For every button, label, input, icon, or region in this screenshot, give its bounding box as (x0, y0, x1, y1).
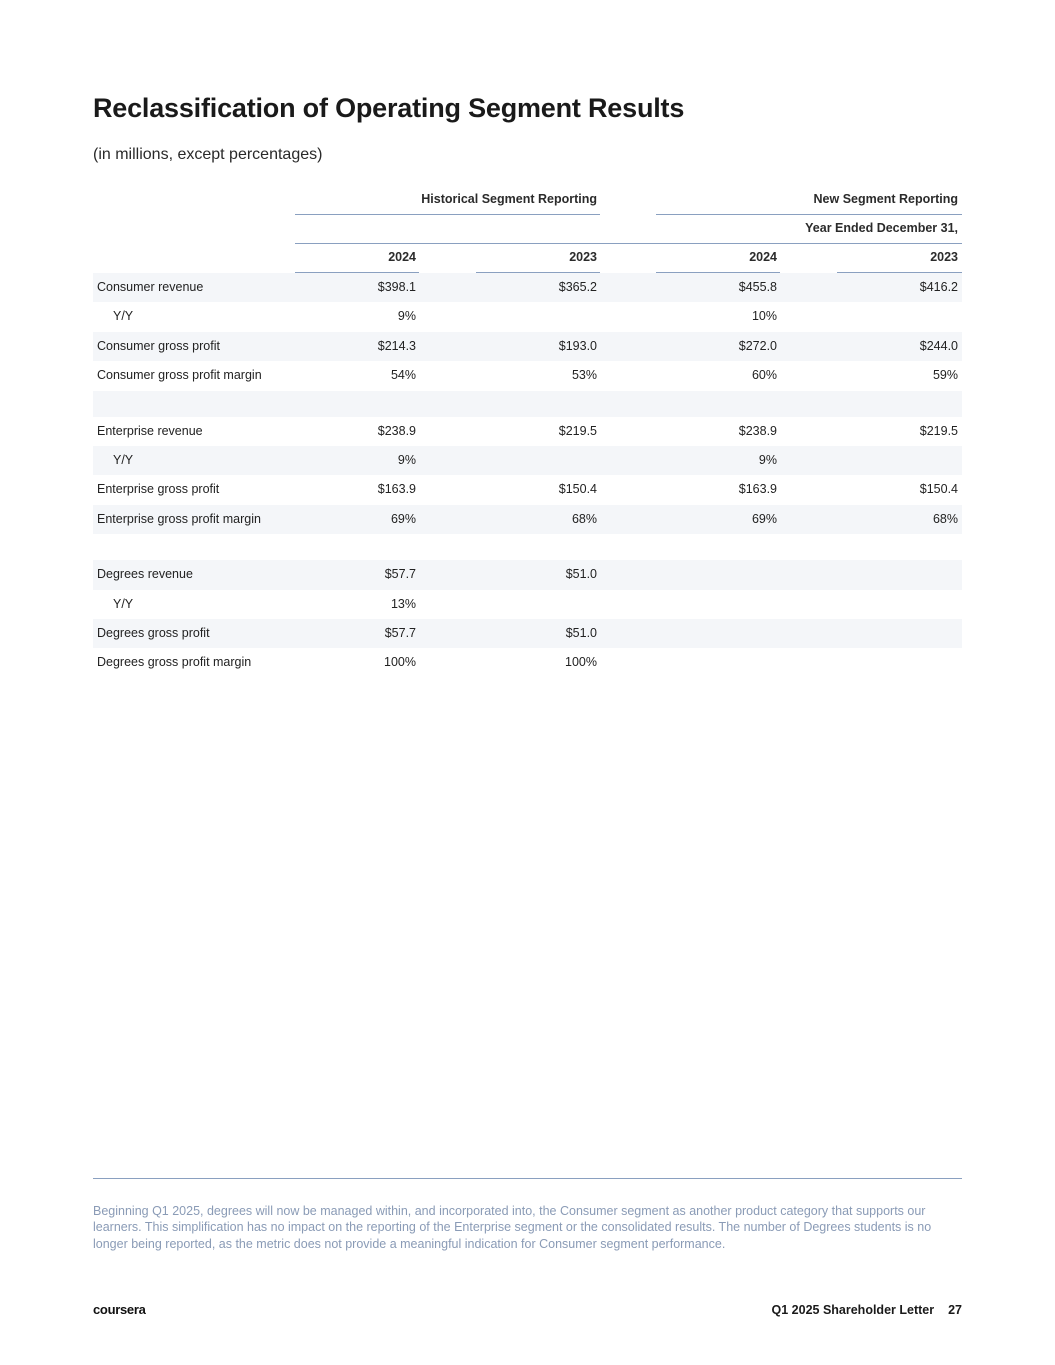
period-label: Year Ended December 31, (805, 221, 958, 235)
table-row (93, 619, 962, 648)
table-spacer-row (93, 534, 962, 560)
row-value: 100% (565, 655, 597, 670)
row-value: 54% (390, 368, 416, 383)
year-header: 2024 (749, 250, 777, 264)
row-value: $214.3 (377, 338, 416, 353)
year-header: 2023 (569, 250, 597, 264)
row-value: 68% (932, 511, 958, 526)
row-label: Degrees gross profit (97, 625, 210, 640)
table-row (93, 302, 962, 331)
row-value: $163.9 (377, 482, 416, 497)
row-value: $51.0 (565, 567, 597, 582)
page-footer (772, 1303, 962, 1317)
row-label: Consumer gross profit margin (97, 368, 262, 383)
document-title: Q1 2025 Shareholder Letter (771, 1303, 935, 1317)
table-row (93, 475, 962, 504)
row-value: 69% (390, 511, 416, 526)
row-value: $219.5 (919, 423, 958, 438)
row-value: 100% (384, 655, 416, 670)
row-value: $51.0 (565, 625, 597, 640)
table-period-header (93, 215, 962, 244)
table-row (93, 648, 962, 677)
row-value: 59% (932, 368, 958, 383)
segment-results-table (93, 186, 962, 678)
row-value: $193.0 (558, 338, 597, 353)
footnote-text: Beginning Q1 2025, degrees will now be managed within, and incorporated into, the Consumer segment as another product category that supports our learners. This simplification has no impact on the reporting of the Enterprise segment or the consolidated results. The number of Degrees students is no longer being reported, as the metric does not provide a meaningful indication for Consumer segment performance. (93, 1203, 932, 1251)
row-label: Enterprise gross profit margin (97, 511, 261, 526)
row-value: $57.7 (384, 625, 416, 640)
row-value: $455.8 (738, 280, 777, 294)
row-value: 60% (751, 368, 777, 383)
table-row (93, 590, 962, 619)
table-row (93, 332, 962, 361)
row-value: 53% (571, 368, 597, 383)
page-number: 27 (948, 1303, 962, 1317)
table-row (93, 417, 962, 446)
group-new-label: New Segment Reporting (813, 192, 958, 206)
row-label: Consumer gross profit (97, 338, 220, 353)
table-spacer-row (93, 391, 962, 417)
row-value: 10% (751, 309, 777, 324)
row-value: $238.9 (377, 423, 416, 438)
row-label: Degrees revenue (97, 567, 193, 582)
row-label: Enterprise revenue (97, 423, 203, 438)
group-historical-label: Historical Segment Reporting (421, 192, 597, 206)
table-group-header (93, 186, 962, 215)
row-value: $150.4 (558, 482, 597, 497)
row-value: $365.2 (558, 280, 597, 294)
row-value: $244.0 (919, 338, 958, 353)
table-row (93, 446, 962, 475)
row-value: $272.0 (738, 338, 777, 353)
row-value: $416.2 (919, 280, 958, 294)
page-subtitle: (in millions, except percentages) (93, 146, 323, 163)
table-row (93, 505, 962, 534)
row-value: 68% (571, 511, 597, 526)
row-value: $398.1 (377, 280, 416, 294)
footnote-divider (93, 1178, 962, 1179)
table-years-header (93, 244, 962, 273)
coursera-logo: coursera (93, 1302, 146, 1317)
table-row (93, 361, 962, 390)
page-title: Reclassification of Operating Segment Results (93, 93, 685, 123)
row-label: Enterprise gross profit (97, 482, 220, 497)
row-label: Y/Y (113, 596, 134, 611)
row-value: 9% (397, 452, 416, 467)
row-value: $57.7 (384, 567, 416, 582)
row-value: 9% (758, 452, 777, 467)
row-value: $150.4 (919, 482, 958, 497)
row-label: Y/Y (113, 452, 134, 467)
row-value: $238.9 (738, 423, 777, 438)
row-label: Degrees gross profit margin (97, 655, 252, 670)
table-row (93, 273, 962, 302)
year-header: 2024 (388, 250, 416, 264)
row-value: 69% (751, 511, 777, 526)
row-label: Y/Y (113, 309, 134, 324)
row-label: Consumer revenue (97, 280, 204, 294)
row-value: $219.5 (558, 423, 597, 438)
year-header: 2023 (930, 250, 958, 264)
row-value: 9% (397, 309, 416, 324)
row-value: 13% (390, 596, 416, 611)
row-value: $163.9 (738, 482, 777, 497)
table-row (93, 560, 962, 589)
